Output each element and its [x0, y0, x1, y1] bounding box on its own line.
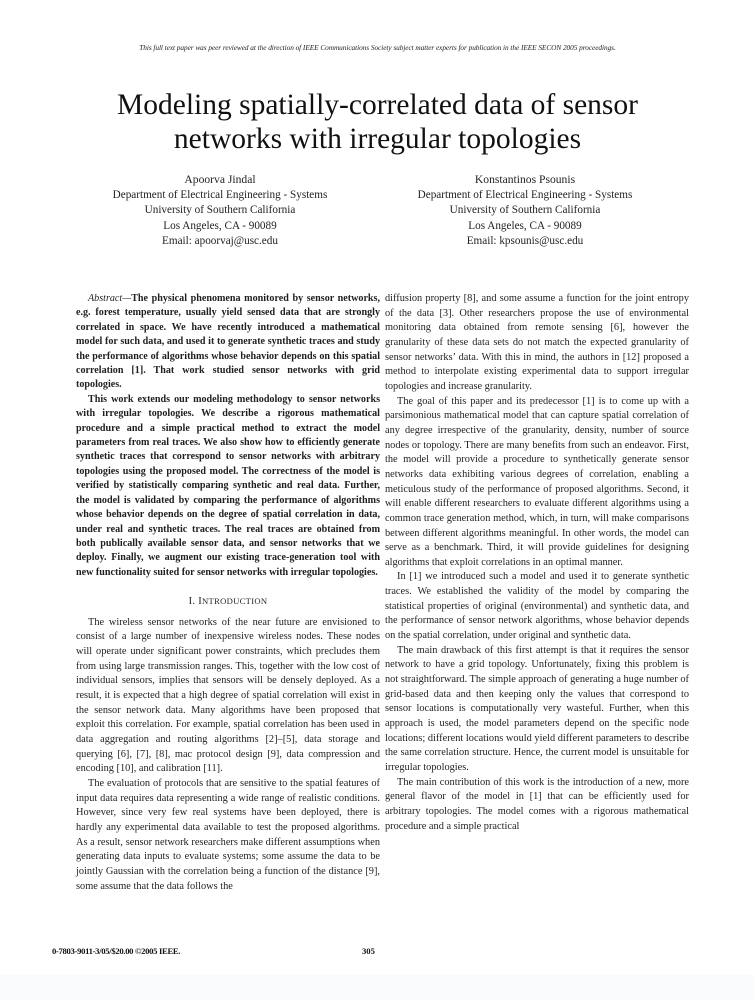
abstract [76, 292, 380, 580]
author-university: University of Southern California [449, 204, 601, 216]
title-line-2: networks with irregular topologies [173, 123, 582, 155]
intro-paragraph-2: The evaluation of protocols that are sensitive to the spatial features of input data requires data representing a wide range of realistic conditions. However, since very few real systems have been deployed, there is hardly any experimental data available to test the proposed algorithms. As a result, sensor network researchers make different assumptions when generating data inputs to evaluate systems; some assume the data to be jointly Gaussian with the correlation being a function of the distance [9], some assume that the data follows the [76, 778, 380, 892]
peer-review-notice: This full text paper was peer reviewed at the direction of IEEE Communications Society subject matter experts for publication in the IEEE SECON 2005 proceedings. [139, 43, 616, 52]
intro-paragraph-1: The wireless sensor networks of the near future are envisioned to consist of a large number of inexpensive wireless nodes. These nodes will operate under significant power constraints, which precludes them from using large transmission ranges. This, together with the low cost of individual sensors, implies that sensors will be densely deployed. As a result, it is expected that a high degree of spatial correlation will exist in the sensor network data. Many algorithms have been proposed that exploit this correlation. For example, spatial correlation has been used in data aggregation and routing algorithms [2]–[5], data storage and querying [6], [7], [8], mac protocol design [9], data compression and encoding [10], and calibration [11]. [76, 616, 380, 775]
author-name: Konstantinos Psounis [474, 173, 576, 186]
author-university: University of Southern California [144, 204, 296, 216]
left-column [76, 292, 380, 894]
author-block-1 [60, 172, 380, 250]
title-line-1: Modeling spatially-correlated data of sensor [117, 89, 638, 121]
intro-paragraph-5: The main drawback of this first attempt is that it requires the sensor network to have a grid topology. Unfortunately, fixing this problem is not straightforward. The simple approach of generating a huge number of grid-based data and then keeping only the values that correspond to sensor locations is computationally very wasteful. Further, when this approach is used, the model parameters depend on the specific node locations; different locations would yield different parameters to describe the same correlation structure. Hence, the current model is unsuitable for irregular topologies. [385, 644, 689, 773]
abstract-text-1: The physical phenomena monitored by sensor networks, e.g. forest temperature, usually yield sensed data that are strongly correlated in space. We have recently introduced a mathematical model for such data, and used it to generate synthetic traces and study the performance of algorithms whose behavior depends on this spatial correlation [1]. That work studied sensor networks with grid topologies. [76, 293, 380, 391]
author-location: Los Angeles, CA - 90089 [468, 219, 582, 232]
section-heading-introduction: I. INTRODUCTION [188, 596, 268, 608]
intro-paragraph-3: The goal of this paper and its predecessor [1] is to come up with a parsimonious mathematical model that can capture spatial correlation of any degree irrespective of the granularity, density, number of source nodes or topology. There are many benefits from such an endeavor. First, the model will provide a procedure to synthetically generate sensor networks data exhibiting various degrees of correlation, enabling a meticulous study of the performance of proposed algorithms. Second, it will enable different researchers to evaluate different algorithms using a common trace generation method, which, in turn, will make comparisons between different algorithms meaningful. In other words, the model can serve as a benchmark. Third, it will provide guidelines for designing algorithms that exploit correlations in an optimal manner. [385, 395, 689, 568]
page-number: 305 [362, 946, 375, 956]
abstract-paragraph-2: This work extends our modeling methodology to sensor networks with irregular topologies. We describe a rigorous mathematical procedure and a simple practical method to extract the model parameters from real traces. We also show how to efficiently generate synthetic traces that correspond to sensor networks with arbitrary topologies using the proposed model. The correctness of the model is verified by statistically comparing synthetic and real data. Further, the model is validated by comparing the performance of algorithms whose behavior depends on the degree of spatial correlation in data, under real and synthetic traces. The real traces are obtained from both publically available sensor data, and sensor networks that we deploy. Finally, we augment our existing trace-generation tool with new functionality suited for sensor networks with irregular topologies. [76, 393, 380, 578]
intro-paragraph-2-continued: diffusion property [8], and some assume a function for the joint entropy of the data [3]. Other researchers propose the use of environmental monitoring data obtained from remote sensing [6], however the granularity of these data sets do not match the expected granularity of sensor networks’ data. With this in mind, the authors in [12] proposed a method to interpolate existing experimental data to support irregular topologies and increase granularity. [385, 293, 689, 392]
author-department: Department of Electrical Engineering - Systems [417, 188, 633, 201]
abstract-paragraph-1: Abstract—The physical phenomena monitored by sensor networks, e.g. forest temperature, usually yield sensed data that are strongly correlated in space. We have recently introduced a mathematical model for such data, and used it to generate synthetic traces and study the performance of algorithms whose behavior depends on this spatial correlation [1]. That work studied sensor networks with grid topologies. [76, 293, 380, 391]
author-email: Email: apoorvaj@usc.edu [162, 235, 278, 247]
author-location: Los Angeles, CA - 90089 [163, 219, 277, 232]
copyright-footer: 0-7803-9011-3/05/$20.00 ©2005 IEEE. [52, 946, 181, 956]
author-name: Apoorva Jindal [184, 173, 256, 186]
right-column [385, 292, 689, 834]
page-bottom-margin [0, 975, 755, 1000]
author-email: Email: kpsounis@usc.edu [466, 235, 584, 247]
author-department: Department of Electrical Engineering - Systems [112, 188, 328, 201]
paper-title [60, 88, 695, 156]
intro-paragraph-4: In [1] we introduced such a model and used it to generate synthetic traces. We established the validity of the model by comparing the statistical properties of original (environmental) and synthetic data, and the performance of sensor network algorithms, whose behavior depends on the spatial correlation, under original and synthetic data. [385, 571, 689, 642]
author-block-2 [365, 172, 685, 250]
intro-paragraph-6: The main contribution of this work is the introduction of a new, more general flavor of the model in [1] that can be efficiently used for arbitrary topologies. The model comes with a rigorous mathematical procedure and a simple practical [385, 776, 689, 832]
abstract-label: Abstract [88, 293, 123, 304]
